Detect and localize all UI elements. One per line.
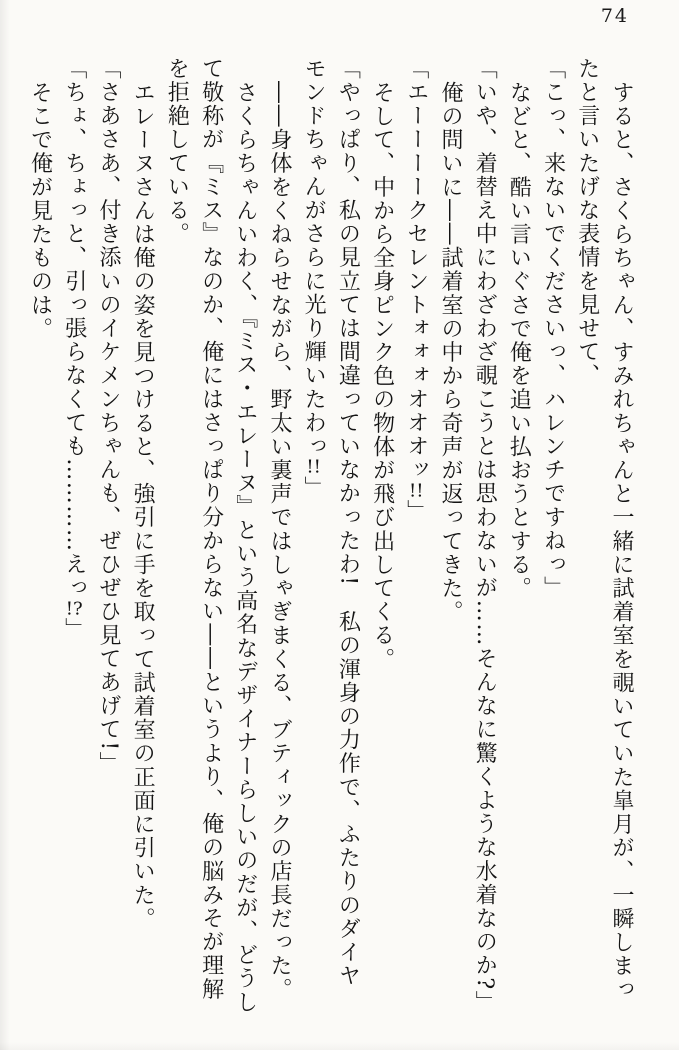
text-line: モンドちゃんがさらに光り輝いたわっ!!」 [301,57,327,500]
text-line: さくらちゃんいわく、『ミス・エレーヌ』という高名なデザイナーらしいのだが、どうし [232,80,258,1014]
exclamation-question-mark: !? [65,599,83,618]
text-line: て敬称が『ミス』なのか、俺にはさっぱり分からない――というより、俺の脳みそが理解 [198,57,224,1001]
text-line: を拒絶している。 [164,57,190,246]
text-line: そして、中から全身ピンク色の物体が飛び出してくる。 [369,80,395,671]
text-line: 「さあさあ、付き添いのイケメンちゃんも、ぜひぜひ見てあげて!」 [95,57,121,776]
double-exclamation-mark: !! [306,458,321,477]
text-line: 「いや、着替え中にわざわざ覗こうとは思わないが……そんなに驚くような水着なのか?」 [472,57,498,1015]
double-exclamation-mark: !! [409,481,424,500]
text-line: 「こっ、来ないでくださいっ、ハレンチですねっ」 [540,57,566,600]
text-line: 俺の問いに――試着室の中から奇声が返ってきた。 [437,80,463,624]
text-line: 「やっぱり、私の見立ては間違っていなかったわ! 私の渾身の力作で、ふたりのダイヤ [335,57,361,988]
page-number: 74 [600,5,629,27]
text-line: たと言いたげな表情を見せて、 [574,57,600,388]
text-line: 「ちょ、ちょっと、引っ張らなくても…………えっ!?」 [61,57,87,642]
text-line: エレーヌさんは俺の姿を見つけると、強引に手を取って試着室の正面に引いた。 [130,80,156,931]
body-text [22,57,638,1041]
text-line: ――身体をくねらせながら、野太い裏声ではしゃぎまくる、ブティックの店長だった。 [266,80,292,1001]
text-line: 「エーーーークセレントォォォオオオッ!!」 [403,57,429,524]
text-line: などと、酷い言いぐさで俺を追い払おうとする。 [506,80,532,600]
text-line: そこで俺が見たものは。 [27,80,53,341]
text-line: すると、さくらちゃん、すみれちゃんと一緒に試着室を覗いていた皐月が、一瞬しまっ [609,80,634,1001]
